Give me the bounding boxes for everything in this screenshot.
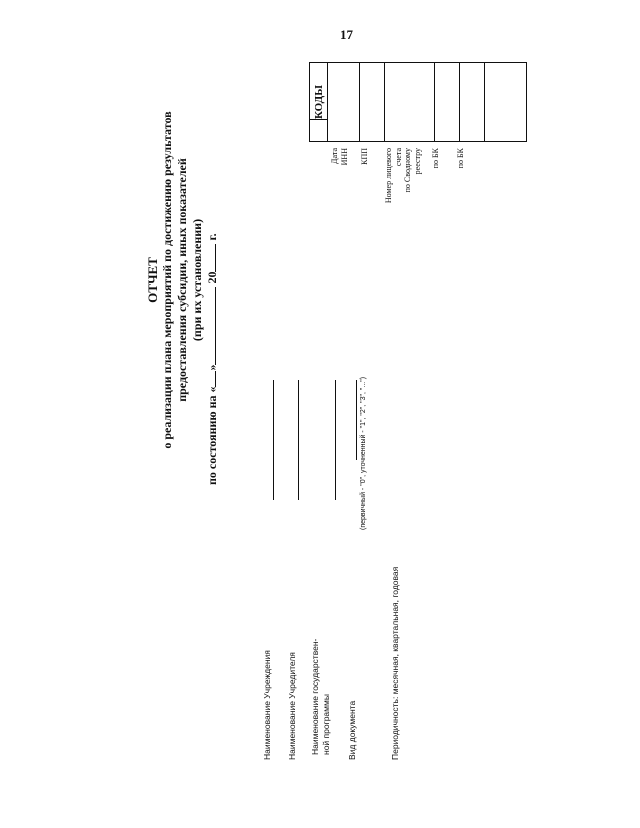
program-label-line2: ной программы bbox=[321, 694, 331, 755]
codes-row-date bbox=[328, 63, 360, 141]
codes-row-extra bbox=[485, 63, 525, 141]
rotated-document bbox=[120, 30, 540, 790]
date-suffix: г. bbox=[205, 233, 219, 241]
date-prefix: по состоянию на « bbox=[205, 386, 219, 485]
document-type-input-line bbox=[356, 380, 357, 460]
code-label-account-line1: Номер лицевого bbox=[384, 148, 393, 204]
codes-table bbox=[309, 62, 527, 142]
code-label-inn-text: ИНН bbox=[339, 148, 349, 166]
codes-row-bk1 bbox=[435, 63, 460, 141]
codes-header: КОДЫ bbox=[312, 84, 325, 120]
report-subtitle-line2: предоставления субсидии, иных показателей bbox=[175, 158, 189, 402]
code-label-bk2-text: по БК bbox=[456, 148, 465, 169]
report-subtitle-line3: (при их установлении) bbox=[190, 218, 204, 342]
date-mid: » bbox=[205, 364, 219, 371]
day-blank bbox=[214, 371, 216, 387]
founder-input-line bbox=[298, 380, 299, 500]
code-label-kpp bbox=[360, 148, 370, 228]
code-label-account-line4: реестру bbox=[412, 148, 422, 175]
program-label-line1: Наименование государствен- bbox=[310, 638, 320, 755]
founder-label: Наименование Учредителя bbox=[287, 652, 297, 760]
document-type-label: Вид документа bbox=[347, 700, 357, 760]
periodicity-label: Периодичность: месячная, квартальная, годовая bbox=[390, 566, 400, 760]
program-input-line bbox=[335, 380, 336, 500]
report-subtitle-line1: о реализации плана мероприятий по достижению результатов bbox=[160, 111, 174, 449]
program-label bbox=[310, 639, 332, 755]
institution-label: Наименование Учреждения bbox=[262, 650, 272, 760]
year-blank bbox=[214, 244, 216, 272]
month-blank bbox=[214, 287, 216, 365]
codes-header-row bbox=[310, 63, 328, 141]
date-year-prefix: 20 bbox=[205, 271, 219, 284]
page-number: 17 bbox=[340, 27, 353, 42]
code-label-kpp-text: КПП bbox=[360, 148, 369, 165]
code-label-bk2 bbox=[456, 148, 466, 228]
code-label-bk1 bbox=[431, 148, 441, 228]
code-label-bk1-text: по БК bbox=[431, 148, 440, 169]
report-title: ОТЧЕТ bbox=[145, 257, 160, 303]
codes-row-kpp bbox=[360, 63, 385, 141]
institution-input-line bbox=[273, 380, 274, 500]
code-label-account bbox=[384, 148, 422, 228]
codes-row-account bbox=[385, 63, 435, 141]
document-type-note: (первичный - "0", уточненный - "1", "2", "3", "...") bbox=[360, 376, 367, 530]
code-label-date bbox=[330, 148, 349, 228]
code-label-account-line3: по Сводному bbox=[403, 148, 412, 193]
code-label-account-line2: счета bbox=[393, 148, 403, 167]
report-date-line bbox=[205, 233, 220, 485]
code-label-date-text: Дата bbox=[330, 148, 339, 164]
codes-row-bk2 bbox=[460, 63, 485, 141]
